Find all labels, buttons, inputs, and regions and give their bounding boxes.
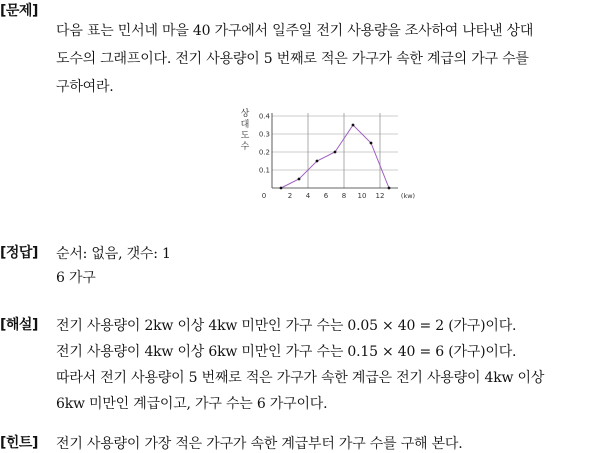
solution-line: 전기 사용량이 4kw 이상 6kw 미만인 가구 수는 0.15 × 40 = 6 (가구)이다. (56, 344, 517, 360)
y-tick-label: 0.2 (258, 148, 270, 157)
data-point (370, 142, 373, 145)
solution-line: 따라서 전기 사용량이 5 번째로 적은 가구가 속한 계급은 전기 사용량이 4kw 이상 (56, 370, 545, 386)
solution-tag: [해설] (0, 317, 38, 333)
y-axis-label-char: 대 (240, 120, 250, 130)
answer-tag: [정답] (0, 245, 38, 261)
answer-line: 순서: 없음, 갯수: 1 (56, 246, 171, 262)
x-tick-label: 6 (323, 192, 329, 200)
solution-line: 전기 사용량이 2kw 이상 4kw 미만인 가구 수는 0.05 × 40 = 2 (가구)이다. (56, 318, 517, 334)
hint-tag: [힌트] (0, 435, 38, 451)
y-axis-label-char: 도 (240, 131, 250, 141)
chart-grid (272, 113, 398, 188)
chart-labels (241, 107, 415, 200)
hint-line: 전기 사용량이 가장 적은 가구가 속한 계급부터 가구 수를 구해 본다. (56, 436, 463, 452)
solution-line: 6kw 미만인 계급이고, 가구 수는 6 가구이다. (56, 396, 328, 412)
y-tick-label: 0.4 (258, 112, 270, 121)
data-point (388, 187, 391, 190)
origin-label: 0 (261, 192, 267, 200)
y-tick-label: 0.3 (258, 130, 270, 139)
y-axis-label-char: 수 (240, 142, 250, 152)
problem-tag: [문제] (0, 3, 38, 19)
answer-line: 6 가구 (56, 270, 96, 286)
x-tick-label: 8 (341, 192, 347, 200)
chart-series (280, 124, 391, 190)
problem-line: 도수의 그래프이다. 전기 사용량이 5 번째로 적은 가구가 속한 계급의 가구 수를 (56, 51, 529, 67)
x-tick-label: 10 (357, 192, 367, 200)
series-line (281, 125, 389, 188)
problem-line: 구하여라. (56, 79, 114, 95)
data-point (352, 124, 355, 127)
data-point (280, 187, 283, 190)
data-point (334, 151, 337, 154)
x-tick-label: 12 (375, 192, 385, 200)
data-point (316, 160, 319, 163)
relative-frequency-graph (238, 104, 416, 202)
data-point (298, 178, 301, 181)
y-tick-label: 0.1 (258, 166, 270, 175)
y-axis-label-char: 상 (240, 109, 250, 119)
chart-axes (272, 113, 398, 188)
x-unit-label: (kw) (400, 192, 416, 200)
problem-line: 다음 표는 민서네 마을 40 가구에서 일주일 전기 사용량을 조사하여 나타낸 상대 (56, 23, 534, 39)
x-tick-label: 2 (287, 192, 293, 200)
x-tick-label: 4 (305, 192, 311, 200)
